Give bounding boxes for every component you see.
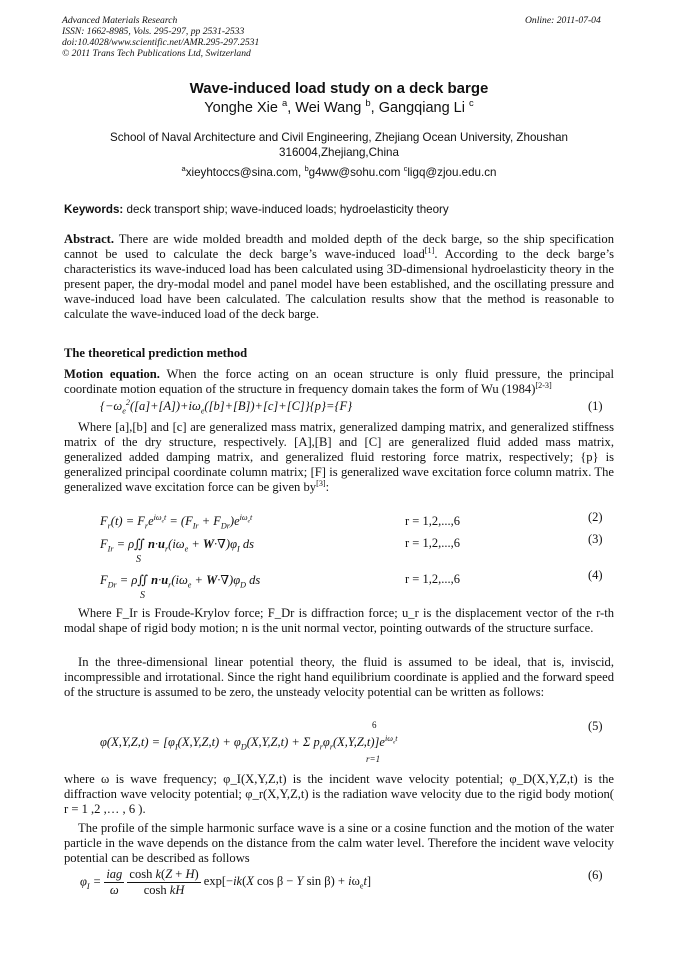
abstract bbox=[64, 232, 614, 322]
journal-header bbox=[62, 15, 259, 59]
copyright: © 2011 Trans Tech Publications Ltd, Switzerland bbox=[62, 48, 251, 59]
equation-2: $F_r(t) = F_re^{i\omega_et} = (F_{Ir} + F_{Dr})e^{i\omega_et}$ bbox=[100, 512, 253, 531]
author-line: Yonghe Xie $^a$, Wei Wang $^b$, Gangqiang Li $^c$ bbox=[204, 97, 474, 116]
email-mark: a bbox=[181, 164, 186, 174]
where-paragraph-2: Where F_Ir is Froude-Krylov force; F_Dr is diffraction force; u_r is the displacement vector of the r-th modal shape of rigid body motion; n is the unit normal vector, pointing outwards of the structure surface. bbox=[64, 606, 614, 635]
motion-label: Motion equation. bbox=[64, 367, 160, 381]
potential-paragraph: In the three-dimensional linear potential theory, the fluid is assumed to be ideal, that is, inviscid, incompressible and irrotational. Since the right hand equilibrium coordinate is applied and the forward speed of the structure is assumed to be zero, the unsteady velocity potential can be written as follows: bbox=[64, 655, 614, 699]
affil-mark: a bbox=[281, 97, 288, 109]
email-mark: b bbox=[304, 164, 309, 174]
author-1: Yonghe Xie bbox=[204, 100, 278, 116]
where-paragraph-3: where ω is wave frequency; φ_I(X,Y,Z,t) is the incident wave velocity potential; φ_D(X,Y,Z,t) is the diffraction wave velocity potential; φ_r(X,Y,Z,t) is the radiation wave velocity due to the rigid body motion( r = 1 ,2 ,… , 6 ). bbox=[64, 772, 614, 816]
equation-number: (2) bbox=[588, 510, 603, 524]
email-mark: c bbox=[403, 164, 408, 174]
equation-5: $\varphi(X,Y,Z,t) = [\varphi_I(X,Y,Z,t) + \varphi_D(X,Y,Z,t) + \Sigma$ $p_r\varphi_r(X,Y,Z,t)]e^{i\omega_et}$ bbox=[100, 733, 398, 752]
r-range: r = 1,2,...,6 bbox=[405, 514, 460, 528]
surface-subscript: S bbox=[136, 554, 141, 565]
motion-paragraph bbox=[64, 367, 614, 397]
author-2: Wei Wang bbox=[295, 100, 362, 116]
email-1: xieyhtoccs@sina.com, bbox=[185, 166, 302, 179]
sum-upper: 6 bbox=[372, 720, 377, 730]
issn: ISSN: 1662-8985, Vols. 295-297, pp 2531-2533 bbox=[62, 26, 245, 37]
affil-mark: c bbox=[469, 97, 474, 109]
equation-number: (4) bbox=[588, 568, 603, 582]
equation-1: $\{-\omega_e^2([a]+[A])+i\omega_e([b]+[B])+[c]+[C]\}\{p\}=\{F\}$ bbox=[100, 397, 353, 416]
citation: [2-3] bbox=[535, 380, 552, 390]
sum-lower: r=1 bbox=[366, 754, 381, 764]
abstract-text-2: . According to the deck barge’s characteristics its wave-induced load has been calculated using 3D-dimensional hydroelasticity theory in the present paper, the dry-modal model and panel model have been established, and the oscillating pressure and wave-induced load have been calculated. The calculation results show that the method is reasonable to calculate the wave-induced load of the deck barge. bbox=[64, 247, 614, 321]
section-heading: The theoretical prediction method bbox=[64, 346, 248, 360]
equation-6: $\varphi_I$ = $\frac{\text{iag}}{\omega}$ $\frac{\text{cosh k(Z + H)}}{\text{cosh kH}}$ exp[−ik(X cos β − Y $\sin \beta) + i\omega_et$] bbox=[80, 867, 372, 897]
profile-paragraph: The profile of the simple harmonic surface wave is a sine or a cosine function and the motion of the water particle in the wave depends on the distance from the calm water level. Therefore the incident wave velocity potential can be described as follows bbox=[64, 821, 614, 865]
keywords-text: deck transport ship; wave-induced loads; hydroelasticity theory bbox=[123, 203, 449, 216]
citation: [1] bbox=[424, 245, 435, 255]
journal-name: Advanced Materials Research bbox=[62, 15, 178, 26]
where-text-1: Where [a],[b] and [c] are generalized mass matrix, generalized damping matrix, and generalized stiffness matrix of the dry structure, respectively. [A],[B] and [C] are generalized fluid added mass matrix, generalized added damping matrix, and generalized fluid restoring force matrix, respectively; {p} is generalized principal coordinate column matrix; [F] is generalized wave excitation force column matrix. The generalized wave excitation force can be given by bbox=[64, 420, 614, 494]
keywords bbox=[64, 203, 449, 216]
r-range: r = 1,2,...,6 bbox=[405, 536, 460, 550]
email-3: ligq@zjou.edu.cn bbox=[407, 166, 497, 179]
citation: [3] bbox=[316, 478, 326, 488]
doi: doi:10.4028/www.scientific.net/AMR.295-297.2531 bbox=[62, 37, 260, 48]
abstract-text: There are wide molded breadth and molded depth of the deck barge, so the ship specification cannot be used to calculate the deck barge’s wave-induced load bbox=[64, 232, 614, 261]
keywords-label: Keywords: bbox=[64, 203, 124, 216]
email-2: g4ww@sohu.com bbox=[308, 166, 401, 179]
abstract-label: Abstract. bbox=[64, 232, 115, 246]
equation-number: (6) bbox=[588, 868, 603, 882]
paper-title: Wave-induced load study on a deck barge bbox=[189, 80, 489, 97]
equation-3: $F_{Ir}$ = ρ∬ $n\cdot u_r(i\omega_e + W\cdot\nabla)\varphi_I$ ds bbox=[100, 537, 254, 554]
equation-number: (3) bbox=[588, 532, 603, 546]
online-date: Online: 2011-07-04 bbox=[525, 15, 601, 26]
email-line bbox=[0, 166, 678, 179]
equation-number: (1) bbox=[588, 399, 603, 413]
affil-mark: b bbox=[365, 97, 371, 109]
affiliation: School of Naval Architecture and Civil Engineering, Zhejiang Ocean University, Zhoushan 316004,Zhejiang,China bbox=[110, 131, 568, 159]
motion-text: When the force acting on an ocean structure is only fluid pressure, the principal coordinate motion equation of the structure in frequency domain takes the form of Wu (1984) bbox=[64, 367, 614, 396]
surface-subscript: S bbox=[140, 590, 145, 601]
author-3: Gangqiang Li bbox=[378, 100, 465, 116]
r-range: r = 1,2,...,6 bbox=[405, 572, 460, 586]
equation-number: (5) bbox=[588, 719, 603, 733]
equation-4: $F_{Dr}$ = ρ∬ $n\cdot u_r(i\omega_e + W\cdot\nabla)\varphi_D$ ds bbox=[100, 573, 261, 590]
where-paragraph-1: Where [a],[b] and [c] are generalized mass matrix, generalized damping matrix, and generalized stiffness matrix of the dry structure, respectively. [A],[B] and [C] are generalized fluid added mass matrix, generalized added damping matrix, and generalized fluid restoring force matrix, respectively; {p} is generalized principal coordinate column matrix; [F] is generalized wave excitation force column matrix. The generalized wave excitation force can be given by[3]: bbox=[64, 420, 614, 494]
